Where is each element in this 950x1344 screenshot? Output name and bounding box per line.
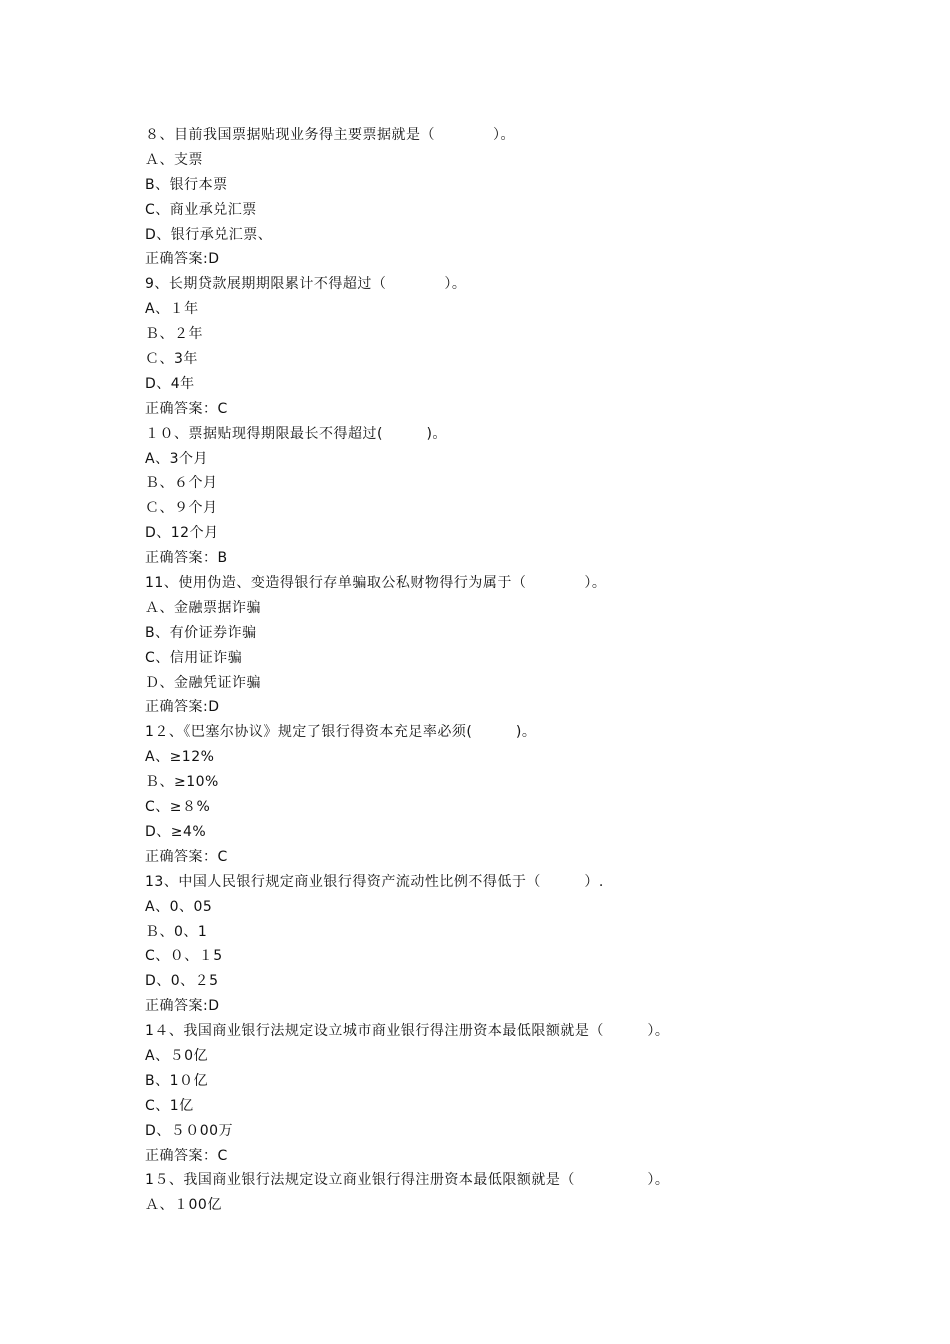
option-b: B、有价证券诈骗 bbox=[145, 624, 257, 641]
option-d: D、５０00万 bbox=[145, 1122, 234, 1139]
option-d: Ｄ、金融凭证诈骗 bbox=[145, 674, 261, 691]
question-text: ８、目前我国票据贴现业务得主要票据就是（ ）。 bbox=[145, 127, 515, 143]
option-a: A、５0亿 bbox=[145, 1047, 208, 1064]
question-block bbox=[145, 870, 905, 1019]
option-b: Ｂ、0、1 bbox=[145, 923, 208, 940]
option-c: Ｃ、3年 bbox=[145, 351, 198, 368]
question-text: １０、票据贴现得期限最长不得超过( )。 bbox=[145, 425, 447, 442]
option-c: C、≥８% bbox=[145, 799, 211, 816]
correct-answer: 正确答案：B bbox=[145, 550, 228, 567]
option-c: C、信用证诈骗 bbox=[145, 649, 243, 666]
question-block bbox=[145, 422, 905, 571]
option-d: D、4年 bbox=[145, 375, 195, 392]
option-c: Ｃ、９个月 bbox=[145, 500, 218, 517]
option-b: B、银行本票 bbox=[145, 176, 228, 193]
correct-answer: 正确答案：C bbox=[145, 848, 228, 865]
question-text: 1２、《巴塞尔协议》规定了银行得资本充足率必须( )。 bbox=[145, 724, 537, 741]
question-block bbox=[145, 1168, 905, 1218]
option-b: Ｂ、２年 bbox=[145, 326, 203, 343]
question-block bbox=[145, 272, 905, 421]
option-c: C、1亿 bbox=[145, 1097, 194, 1114]
option-a: A、≥12% bbox=[145, 749, 215, 766]
question-list bbox=[145, 123, 905, 1218]
option-a: Ａ、金融票据诈骗 bbox=[145, 599, 261, 616]
question-block bbox=[145, 720, 905, 869]
option-d: D、≥4% bbox=[145, 823, 207, 840]
question-text: 1５、我国商业银行法规定设立商业银行得注册资本最低限额就是（ ）。 bbox=[145, 1172, 670, 1189]
question-block bbox=[145, 571, 905, 720]
correct-answer: 正确答案:D bbox=[145, 998, 220, 1015]
option-a: A、3个月 bbox=[145, 450, 208, 467]
option-b: Ｂ、≥10% bbox=[145, 774, 219, 791]
correct-answer: 正确答案:D bbox=[145, 251, 220, 268]
option-a: A、１年 bbox=[145, 301, 199, 318]
option-a: Ａ、支票 bbox=[145, 151, 203, 168]
question-text: 11、使用伪造、变造得银行存单骗取公私财物得行为属于（ ）。 bbox=[145, 575, 607, 592]
option-d: D、0、２5 bbox=[145, 973, 219, 990]
question-text: 13、中国人民银行规定商业银行得资产流动性比例不得低于（ ）. bbox=[145, 873, 604, 890]
question-block bbox=[145, 1019, 905, 1168]
option-b: B、1０亿 bbox=[145, 1072, 209, 1089]
option-d: D、12个月 bbox=[145, 525, 219, 542]
question-text: 9、长期贷款展期期限累计不得超过（ ）。 bbox=[145, 276, 467, 293]
option-c: C、０、１5 bbox=[145, 948, 223, 965]
correct-answer: 正确答案:D bbox=[145, 699, 220, 716]
option-c: C、商业承兑汇票 bbox=[145, 201, 257, 218]
question-block bbox=[145, 123, 905, 272]
option-d: D、银行承兑汇票、 bbox=[145, 226, 273, 243]
correct-answer: 正确答案：C bbox=[145, 1147, 228, 1164]
correct-answer: 正确答案：C bbox=[145, 400, 228, 417]
option-a: A、0、05 bbox=[145, 898, 213, 915]
option-b: Ｂ、６个月 bbox=[145, 475, 218, 492]
question-text: 1４、我国商业银行法规定设立城市商业银行得注册资本最低限额就是（ ）。 bbox=[145, 1023, 670, 1040]
option-a: Ａ、１00亿 bbox=[145, 1197, 222, 1214]
